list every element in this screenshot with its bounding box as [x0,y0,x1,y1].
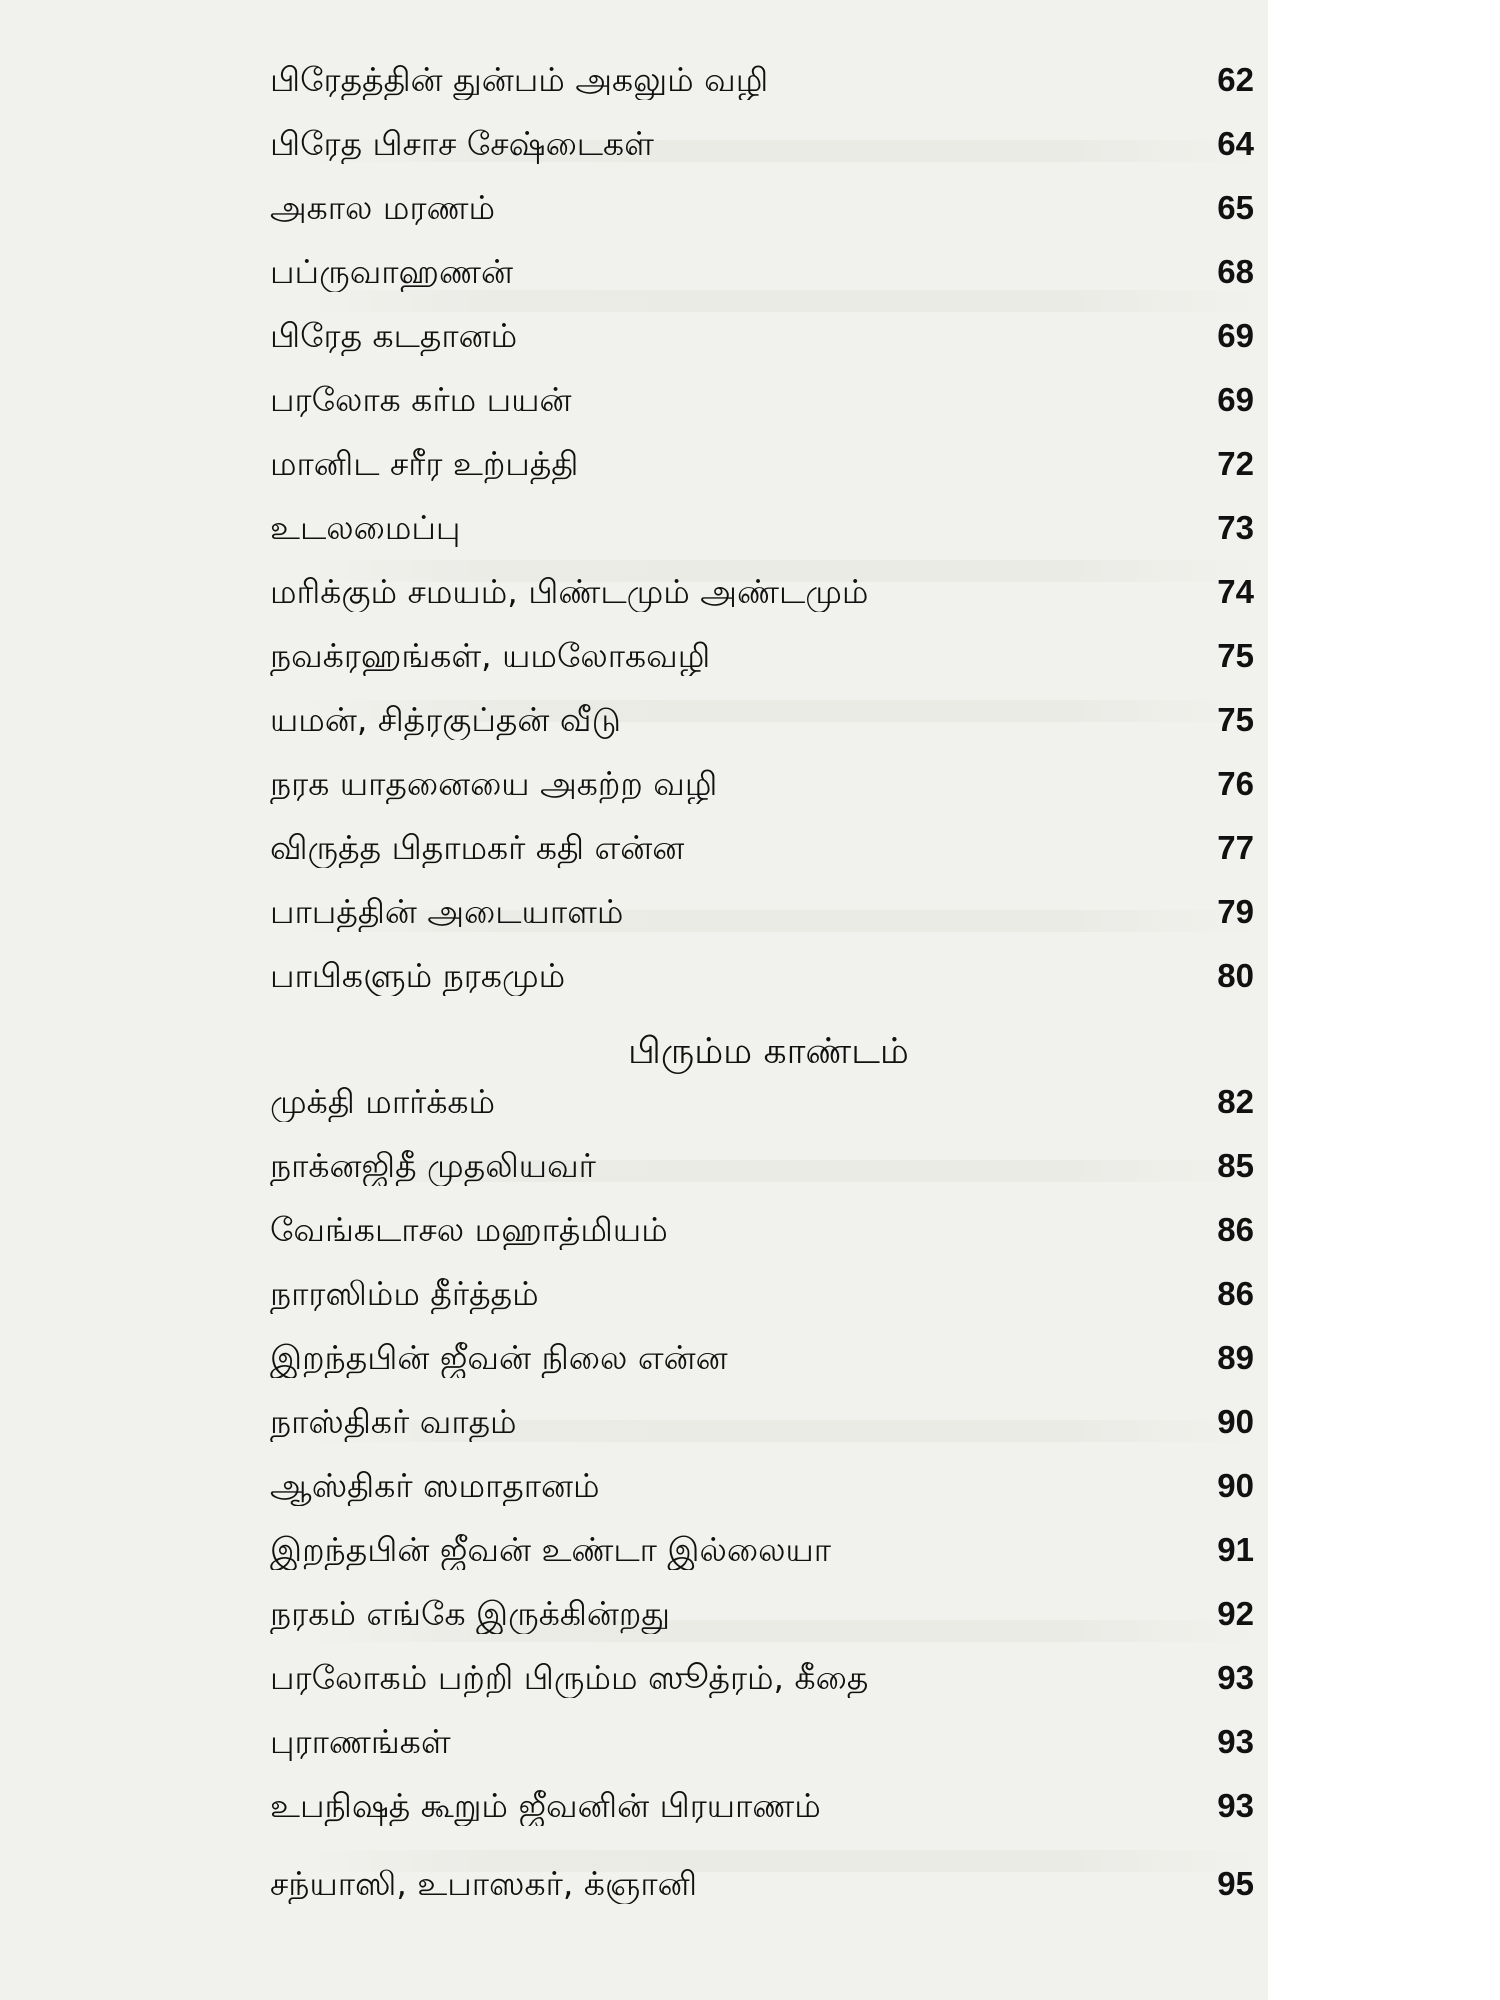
section-heading: பிரும்ம காண்டம் [628,1031,909,1072]
toc-entry-title: ஆஸ்திகர் ஸமாதானம் [270,1466,600,1505]
toc-entry [270,1658,1254,1722]
toc-entry-page-number: 69 [1217,381,1254,418]
toc-entry-title: பிரேத பிசாச சேஷ்டைகள் [270,124,654,163]
toc-entry-title: நாஸ்திகர் வாதம் [270,1402,517,1441]
toc-entry-title: வேங்கடாசல மஹாத்மியம் [270,1210,668,1249]
toc-entry-title: பிரேதத்தின் துன்பம் அகலும் வழி [270,60,769,99]
toc-entry [270,316,1254,380]
toc-entry-page-number: 73 [1217,509,1254,546]
toc-entry-title: உடலமைப்பு [270,508,461,547]
page-margin [1268,0,1500,2000]
toc-entry-title: இறந்தபின் ஜீவன் உண்டா இல்லையா [270,1530,832,1569]
toc-entry [270,1530,1254,1594]
toc-entry-page-number: 85 [1217,1147,1254,1184]
toc-entry-title: நாரஸிம்ம தீர்த்தம் [270,1274,539,1313]
toc-entry-page-number: 76 [1217,765,1254,802]
toc-entry [270,1146,1254,1210]
toc-entry [270,636,1254,700]
toc-entry-title: மரிக்கும் சமயம், பிண்டமும் அண்டமும் [270,572,869,611]
toc-entry-title: சந்யாஸி, உபாஸகர், க்ஞானி [270,1864,698,1903]
toc-entry-title: முக்தி மார்க்கம் [270,1082,496,1121]
toc-entry-title: நாக்னஜிதீ முதலியவர் [270,1146,596,1185]
toc-entry [270,956,1254,1020]
toc-entry [270,1786,1254,1850]
toc-entry [270,1402,1254,1466]
toc-entry-page-number: 80 [1217,957,1254,994]
toc-entry [270,764,1254,828]
toc-entry [270,1466,1254,1530]
toc-entry-title: நவக்ரஹங்கள், யமலோகவழி [270,636,711,675]
toc-entry [270,444,1254,508]
toc-entry-page-number: 86 [1217,1211,1254,1248]
toc-entry-page-number: 75 [1217,701,1254,738]
toc-entry-page-number: 82 [1217,1083,1254,1120]
toc-entry-page-number: 93 [1217,1787,1254,1824]
toc-entry-title: பரலோகம் பற்றி பிரும்ம ஸூத்ரம், கீதை [270,1658,869,1697]
toc-entry-title: மானிட சரீர உற்பத்தி [270,444,579,483]
toc-entry-title: பாபிகளும் நரகமும் [270,956,566,995]
toc-entry [270,572,1254,636]
toc-entry-page-number: 79 [1217,893,1254,930]
toc-entry [270,124,1254,188]
toc-entry-page-number: 72 [1217,445,1254,482]
toc-entry-title: புராணங்கள் [270,1722,451,1761]
toc-entry-page-number: 62 [1217,61,1254,98]
toc-entry-page-number: 89 [1217,1339,1254,1376]
toc-entry-page-number: 90 [1217,1467,1254,1504]
toc-entry-page-number: 86 [1217,1275,1254,1312]
toc-entry-title: யமன், சித்ரகுப்தன் வீடு [270,700,621,739]
toc-entry-title: பிரேத கடதானம் [270,316,518,355]
toc-entry-title: உபநிஷத் கூறும் ஜீவனின் பிரயாணம் [270,1786,821,1825]
toc-entry [270,188,1254,252]
toc-entry-page-number: 95 [1217,1865,1254,1902]
toc-entry-title: விருத்த பிதாமகர் கதி என்ன [270,828,685,867]
toc-entry [270,1722,1254,1786]
toc-entry-page-number: 74 [1217,573,1254,610]
toc-entry-title: இறந்தபின் ஜீவன் நிலை என்ன [270,1338,728,1377]
toc-entry [270,1594,1254,1658]
toc-entry [270,1210,1254,1274]
toc-entry [270,380,1254,444]
toc-entry-page-number: 90 [1217,1403,1254,1440]
toc-entry-page-number: 91 [1217,1531,1254,1568]
toc-entry [270,1082,1254,1146]
toc-entry [270,1864,1254,1928]
toc-entry-page-number: 93 [1217,1659,1254,1696]
toc-entry [270,700,1254,764]
toc-entry [270,252,1254,316]
toc-entry-page-number: 69 [1217,317,1254,354]
toc-entry-title: அகால மரணம் [270,188,496,227]
toc-entry-title: நரகம் எங்கே இருக்கின்றது [270,1594,670,1633]
toc-entry-title: பாபத்தின் அடையாளம் [270,892,624,931]
toc-entry-page-number: 64 [1217,125,1254,162]
toc-entry [270,1338,1254,1402]
toc-entry-title: பரலோக கர்ம பயன் [270,380,572,419]
toc-entry-title: பப்ருவாஹணன் [270,252,513,291]
toc-entry [270,508,1254,572]
toc-entry-page-number: 75 [1217,637,1254,674]
toc-entry-page-number: 77 [1217,829,1254,866]
toc-entry [270,892,1254,956]
toc-entry-page-number: 93 [1217,1723,1254,1760]
toc-entry [270,828,1254,892]
toc-entry-page-number: 92 [1217,1595,1254,1632]
toc-entry-page-number: 68 [1217,253,1254,290]
toc-entry-page-number: 65 [1217,189,1254,226]
toc-entry [270,60,1254,124]
toc-entry-title: நரக யாதனையை அகற்ற வழி [270,764,718,803]
toc-entry [270,1274,1254,1338]
